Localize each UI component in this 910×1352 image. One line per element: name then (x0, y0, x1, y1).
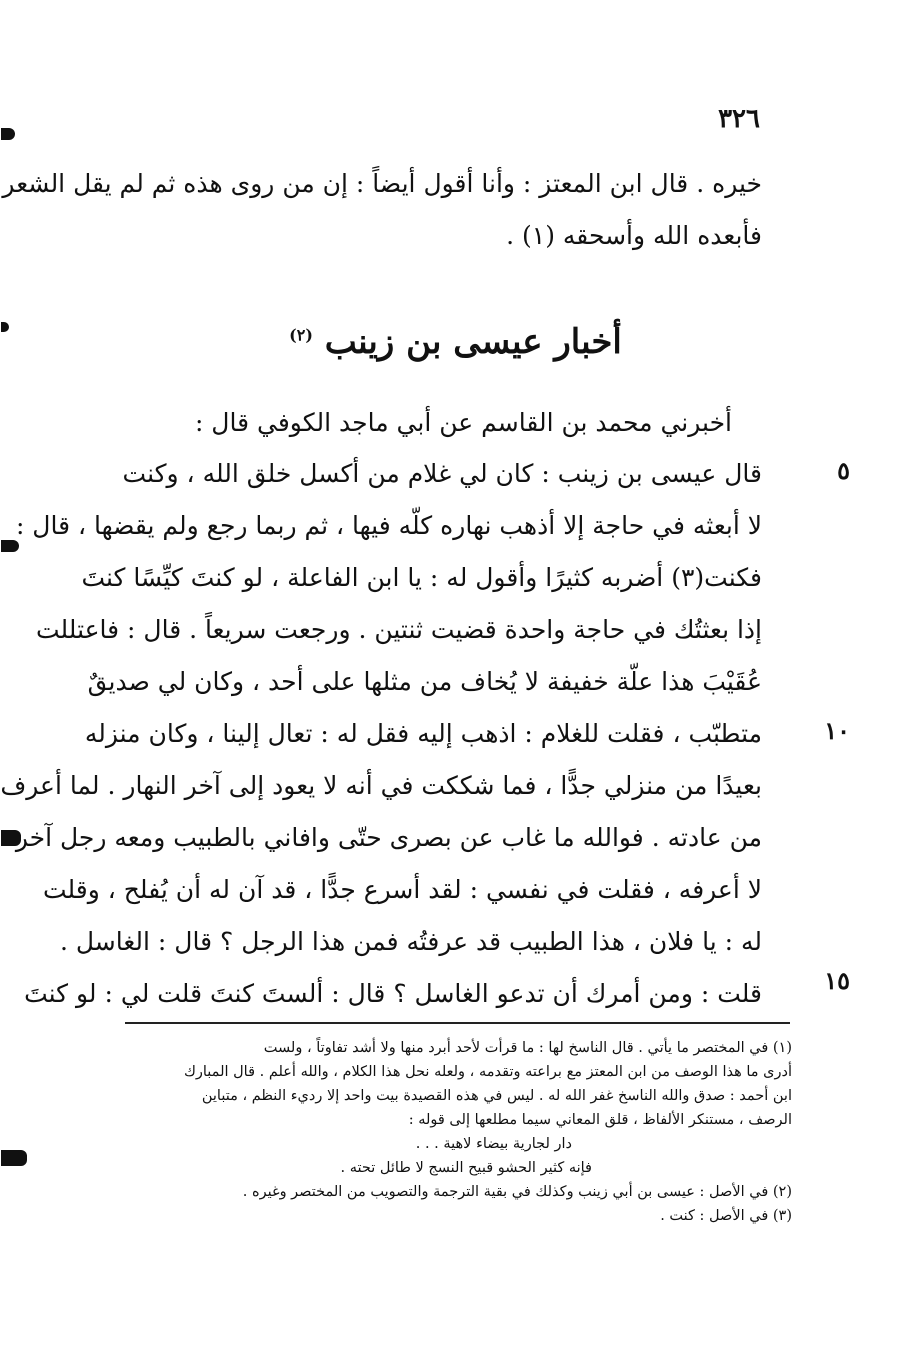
text-line: عُقَيْبَ هذا علّة خفيفة لا يُخاف من مثلها على أحد ، وكان لي صديقٌ (87, 667, 762, 696)
text-line: لا أبعثه في حاجة إلا أذهب نهاره كلّه فيها ، ثم ربما رجع ولم يقضها ، قال : (15, 511, 762, 540)
text-line: فكنت(٣) أضربه كثيرًا وأقول له : يا ابن الفاعلة ، لو كنتَ كيِّسًا كنتَ (81, 563, 762, 592)
footnote-divider (125, 1022, 790, 1024)
footnote-line: الرصف ، مستنكر الألفاظ ، قلق المعاني سيما مطلعها إلى قوله : (408, 1112, 792, 1128)
text-line: متطبّب ، فقلت للغلام : اذهب إليه فقل له : تعال إلينا ، وكان منزله (84, 719, 762, 748)
text-line: فأبعده الله وأسحقه (١) . (506, 221, 762, 250)
footnotes (112, 1036, 792, 1228)
section-title-text: أخبار عيسى بن زينب (324, 322, 622, 362)
margin-line-number: ١٥ (824, 966, 850, 995)
section-title (1, 322, 910, 362)
margin-line-number: ١٠ (824, 716, 850, 745)
isnad-line: أخبرني محمد بن القاسم عن أبي ماجد الكوفي قال : (194, 408, 732, 437)
text-line: له : يا فلان ، هذا الطبيب قد عرفتُه فمن هذا الرجل ؟ قال : الغاسل . (59, 927, 762, 956)
footnote-line: أدرى ما هذا الوصف من ابن المعتز مع براعته وتقدمه ، ولعله نحل هذا الكلام ، والله أعلم . قال المبارك (183, 1064, 792, 1080)
footnote-line: (١) في المختصر ما يأتي . قال الناسخ لها : ما قرأت لأحد أبرد منها ولا أشد تفاوتاً ، ولست (263, 1040, 792, 1056)
text-line: قال عيسى بن زينب : كان لي غلام من أكسل خلق الله ، وكنت (122, 459, 762, 488)
margin-line-number: ٥ (837, 456, 850, 485)
section-title-footnote-ref: (٢) (289, 325, 313, 345)
scan-edge-mark (1, 128, 15, 140)
page-number: ٣٢٦ (718, 104, 760, 134)
text-line: بعيدًا من منزلي جدًّا ، فما شككت في أنه لا يعود إلى آخر النهار . لما أعرف (0, 771, 762, 800)
footnote-line: (٣) في الأصل : كنت . (660, 1208, 792, 1224)
book-page (1, 0, 910, 1352)
footnote-line: (٢) في الأصل : عيسى بن أبي زينب وكذلك في بقية الترجمة والتصويب من المختصر وغيره . (242, 1184, 792, 1200)
text-line: قلت : ومن أمرك أن تدعو الغاسل ؟ قال : ألستَ كنتَ قلت لي : لو كنتَ (24, 979, 762, 1008)
text-line: لا أعرفه ، فقلت في نفسي : لقد أسرع جدًّا ، قد آن له أن يُفلح ، وقلت (42, 875, 762, 904)
main-paragraph (0, 448, 762, 1020)
text-line: من عادته . فوالله ما غاب عن بصرى حتّى وافاني بالطبيب ومعه رجل آخر (15, 823, 762, 852)
text-line: خيره . قال ابن المعتز : وأنا أقول أيضاً : إن من روى هذه ثم لم يقل الشعر (2, 169, 762, 198)
text-line: إذا بعثتُك في حاجة واحدة قضيت ثنتين . ورجعت سريعاً . قال : فاعتللت (35, 615, 762, 644)
scan-edge-mark (1, 1150, 27, 1166)
footnote-verse: دار لجارية بيضاء لاهية . . . (415, 1136, 572, 1152)
footnote-line: ابن أحمد : صدق والله الناسخ غفر الله له . ليس في هذه القصيدة بيت واحد إلا رديء النظم ، متباين (201, 1088, 792, 1104)
intro-paragraph (2, 158, 762, 262)
footnote-line: فإنه كثير الحشو قبيح النسج لا طائل تحته . (340, 1160, 592, 1176)
